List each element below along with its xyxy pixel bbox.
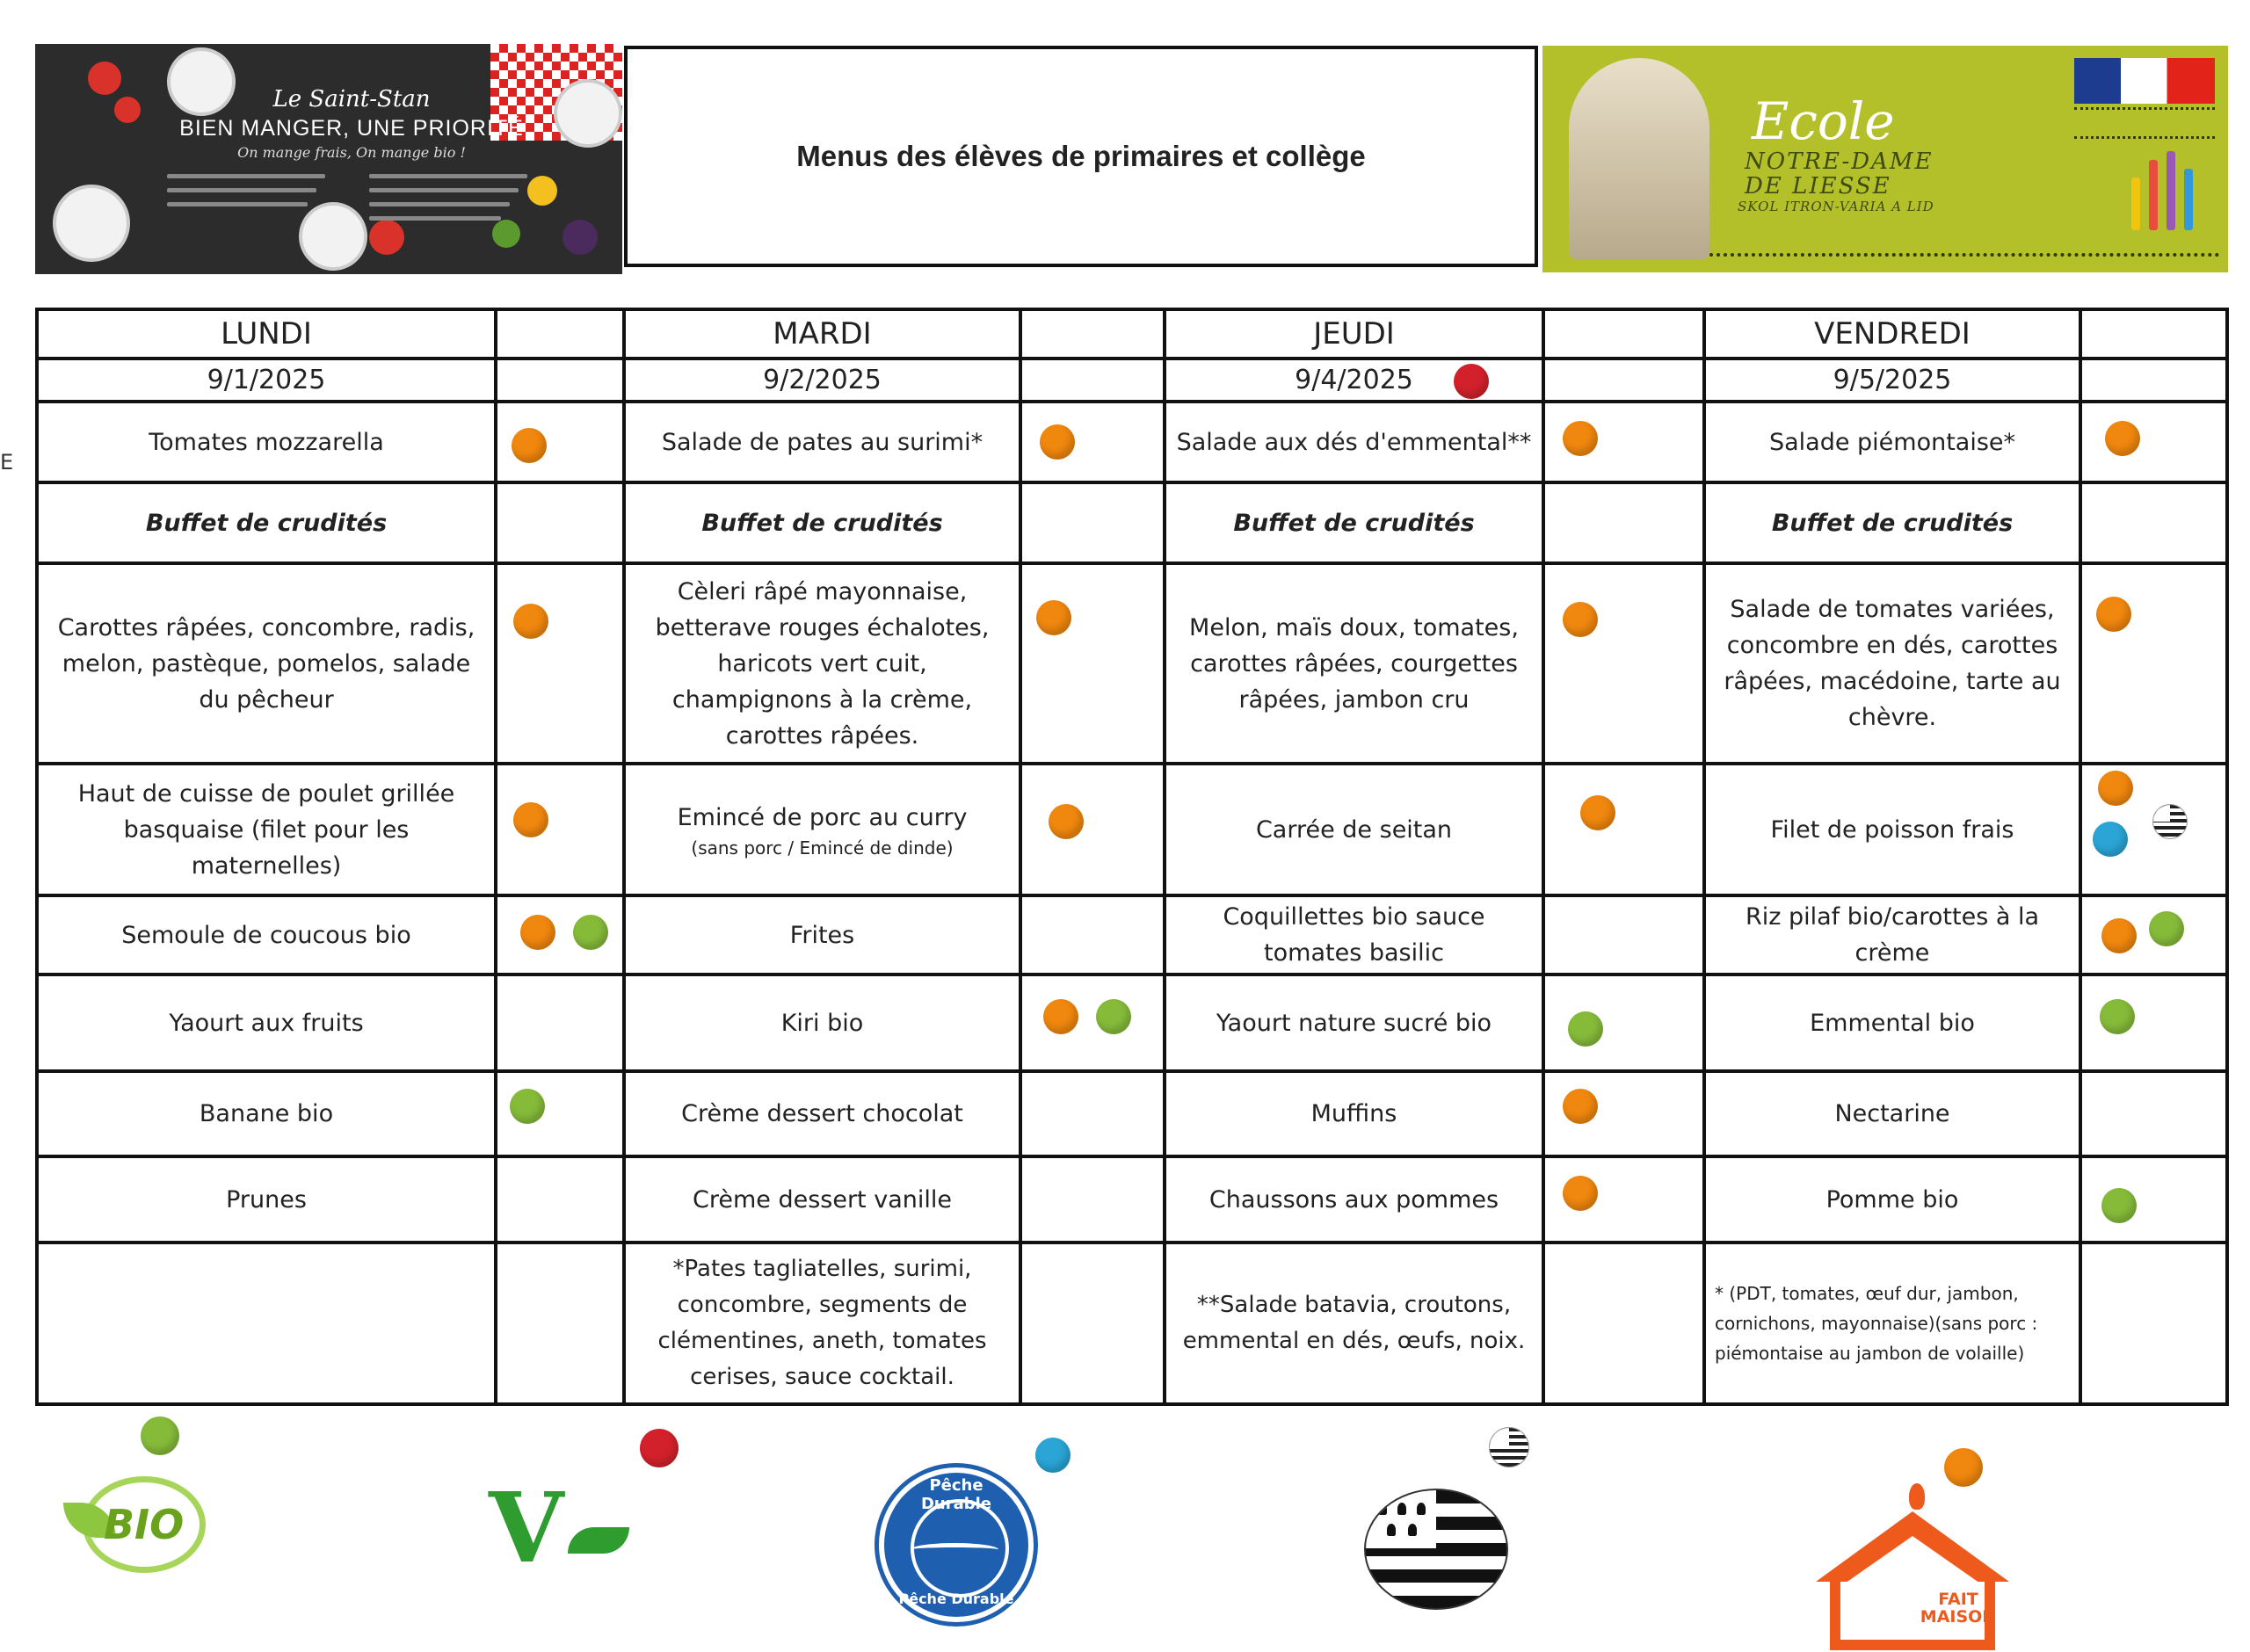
icon-cell: [496, 895, 624, 975]
icon-cell: [2080, 359, 2227, 402]
saint-stan-banner: [35, 44, 622, 274]
menu-row-accompagnement: [37, 895, 2227, 975]
menu-row-crudites: [37, 563, 2227, 764]
breton-flag-icon: [2152, 804, 2188, 839]
menu-cell: Frites: [624, 895, 1020, 975]
menu-cell: Kiri bio: [624, 975, 1020, 1071]
bio-dot-icon: [573, 915, 608, 950]
plate-icon: [554, 79, 622, 148]
footnote-jeudi: **Salade batavia, croutons, emmental en dés, œufs, noix.: [1165, 1243, 1543, 1404]
menu-cell: Banane bio: [37, 1071, 496, 1156]
icon-cell: [1020, 975, 1165, 1071]
icon-cell: [1020, 1243, 1165, 1404]
icon-cell: [1543, 1156, 1704, 1243]
menu-cell: Yaourt nature sucré bio: [1165, 975, 1543, 1071]
page-title: Menus des élèves de primaires et collège: [796, 140, 1366, 172]
icon-cell: [496, 563, 624, 764]
tomato-icon: [114, 97, 141, 123]
banner-slogan: BIEN MANGER, UNE PRIORITÉ: [179, 116, 524, 141]
menu-cell: Coquillettes bio sauce tomates basilic: [1165, 895, 1543, 975]
icon-cell: [1020, 1071, 1165, 1156]
date-jeudi-text: 9/4/2025: [1295, 365, 1413, 395]
menu-cell: [37, 1243, 496, 1404]
menu-row-plat: [37, 764, 2227, 895]
footnote-vendredi: * (PDT, tomates, œuf dur, jambon, cornichons, mayonnaise)(sans porc : piémontaise au jambon de volaille): [1704, 1243, 2080, 1404]
icon-cell: [2080, 975, 2227, 1071]
menu-row-laitage: [37, 975, 2227, 1071]
icon-cell: [1543, 563, 1704, 764]
menu-cell: Buffet de crudités: [624, 482, 1020, 563]
marianne-logo: [2074, 58, 2215, 104]
eggplant-icon: [562, 220, 598, 255]
bio-logo-icon: [63, 1476, 230, 1590]
legend-breton-mini-icon: [1489, 1427, 1529, 1467]
menu-cell: Cèleri râpé mayonnaise, betterave rouges échalotes, haricots vert cuit, champignons à la crème, carottes râpées.: [624, 563, 1020, 764]
menu-cell: Melon, maïs doux, tomates, carottes râpées, courgettes râpées, jambon cru: [1165, 563, 1543, 764]
bio-dot-icon: [1096, 999, 1131, 1034]
day-vendredi: VENDREDI: [1704, 309, 2080, 359]
banner-brand: Le Saint-Stan: [272, 86, 431, 112]
icon-cell: [496, 764, 624, 895]
menu-cell: Carottes râpées, concombre, radis, melon, pastèque, pomelos, salade du pêcheur: [37, 563, 496, 764]
date-row: [37, 359, 2227, 402]
breton-flag-logo-icon: [1364, 1489, 1505, 1612]
ermine-icon: [1408, 1524, 1417, 1536]
icon-cell: [2080, 563, 2227, 764]
menu-cell: Riz pilaf bio/carottes à la crème: [1704, 895, 2080, 975]
date-jeudi: [1165, 359, 1543, 402]
menu-cell: Salade de pates au surimi*: [624, 402, 1020, 482]
chalk-line: [167, 188, 316, 192]
logo-bar: [2184, 169, 2193, 230]
plate-icon: [299, 202, 367, 271]
ermine-icon: [1397, 1503, 1406, 1515]
menu-cell: Pomme bio: [1704, 1156, 2080, 1243]
vegetarian-dot-icon: [1454, 364, 1489, 399]
veg-v: V: [489, 1471, 564, 1584]
school-address: [1709, 253, 2219, 261]
banner-tagline: On mange frais, On mange bio !: [237, 144, 466, 161]
menu-cell: Yaourt aux fruits: [37, 975, 496, 1071]
peche-durable-dot-icon: [2093, 822, 2128, 857]
icon-cell: [2080, 482, 2227, 563]
icon-cell: [2080, 895, 2227, 975]
fait-maison-dot-icon: [1040, 424, 1075, 460]
fait-maison-dot-icon: [1563, 1089, 1598, 1124]
menu-cell: Muffins: [1165, 1071, 1543, 1156]
fait-maison-dot-icon: [512, 428, 547, 463]
fait-maison-dot-icon: [513, 604, 548, 639]
icon-cell: [1020, 563, 1165, 764]
menu-cell: Salade piémontaise*: [1704, 402, 2080, 482]
chalk-line: [167, 174, 325, 178]
icon-cell: [2080, 1156, 2227, 1243]
day-lundi: LUNDI: [37, 309, 496, 359]
plate-icon: [53, 185, 130, 262]
fait-maison-dot-icon: [2096, 597, 2131, 632]
menu-cell: Salade de tomates variées, concombre en dés, carottes râpées, macédoine, tarte au chèvre.: [1704, 563, 2080, 764]
icon-cell: [1543, 1071, 1704, 1156]
edge-mark: E: [0, 450, 14, 475]
pepper-icon: [492, 220, 520, 248]
icon-cell: [496, 402, 624, 482]
fait-maison-dot-icon: [1036, 600, 1071, 635]
title-box: [624, 46, 1538, 267]
fait-maison-label: FAIT MAISON: [1920, 1590, 1997, 1627]
icon-cell: [2080, 1243, 2227, 1404]
school-ecole: Ecole: [1752, 91, 1895, 151]
fait-maison-logo-icon: [1798, 1476, 2027, 1652]
statue-image: [1569, 58, 1709, 260]
menu-cell: Crème dessert vanille: [624, 1156, 1020, 1243]
icon-cell: [1543, 1243, 1704, 1404]
menu-cell: Buffet de crudités: [1704, 482, 2080, 563]
fait-maison-dot-icon: [513, 802, 548, 837]
menu-cell: [624, 764, 1020, 895]
school-banner: [1542, 46, 2228, 272]
date-mardi: 9/2/2025: [624, 359, 1020, 402]
icon-cell: [496, 1071, 624, 1156]
fait-maison-dot-icon: [1049, 804, 1084, 839]
chalk-line: [369, 202, 510, 206]
logo-bar: [2167, 151, 2175, 230]
menu-cell: Emmental bio: [1704, 975, 2080, 1071]
chalk-line: [369, 188, 519, 192]
day-jeudi: JEUDI: [1165, 309, 1543, 359]
icon-cell: [1543, 895, 1704, 975]
logo-bar: [2131, 178, 2140, 230]
icon-cell: [1020, 895, 1165, 975]
icon-cell: [2080, 402, 2227, 482]
bio-dot-icon: [2149, 911, 2184, 946]
bio-dot-icon: [2101, 1188, 2137, 1223]
menu-row-notes: [37, 1243, 2227, 1404]
peche-wave: [911, 1543, 998, 1556]
chalk-line: [167, 202, 308, 206]
menu-row-dessert: [37, 1071, 2227, 1156]
legend-vegetarian-dot-icon: [640, 1429, 679, 1467]
flame-icon: [1909, 1483, 1925, 1510]
ermine-icon: [1417, 1503, 1426, 1515]
fait-maison-dot-icon: [1563, 421, 1598, 456]
menu-cell: Chaussons aux pommes: [1165, 1156, 1543, 1243]
bio-dot-icon: [1568, 1011, 1603, 1047]
peche-durable-logo-icon: [879, 1467, 1037, 1626]
menu-row-entree: [37, 402, 2227, 482]
menu-cell: Crème dessert chocolat: [624, 1071, 1020, 1156]
legend-bio-dot-icon: [141, 1417, 179, 1455]
menu-cell: Tomates mozzarella: [37, 402, 496, 482]
school-name: [1745, 149, 1933, 199]
vegetarian-logo-icon: [489, 1471, 656, 1590]
menu-cell: Semoule de coucous bio: [37, 895, 496, 975]
menu-cell: Nectarine: [1704, 1071, 2080, 1156]
icon-cell: [1543, 309, 1704, 359]
peche-label-top: Pêche Durable: [920, 1476, 992, 1513]
menu-cell-subnote: (sans porc / Emincé de dinde): [691, 837, 954, 859]
ermine-icon: [1387, 1524, 1396, 1536]
fait-maison-dot-icon: [1043, 999, 1078, 1034]
fait-maison-dot-icon: [2101, 918, 2137, 953]
icon-cell: [496, 975, 624, 1071]
menu-cell-main: Emincé de porc au curry: [677, 803, 968, 831]
icon-cell: [2080, 309, 2227, 359]
legend-peche-dot-icon: [1035, 1438, 1071, 1473]
menu-cell: Haut de cuisse de poulet grillée basquaise (filet pour les maternelles): [37, 764, 496, 895]
breton-circle: [1364, 1489, 1508, 1610]
date-vendredi: 9/5/2025: [1704, 359, 2080, 402]
logo-bar: [2149, 160, 2158, 230]
menu-row-dessert: [37, 1156, 2227, 1243]
icon-cell: [2080, 1071, 2227, 1156]
tomato-icon: [369, 220, 404, 255]
menu-cell: Buffet de crudités: [1165, 482, 1543, 563]
menu-cell: Salade aux dés d'emmental**: [1165, 402, 1543, 482]
icon-cell: [1020, 482, 1165, 563]
fait-maison-dot-icon: [520, 915, 555, 950]
menu-cell: Filet de poisson frais: [1704, 764, 2080, 895]
icon-cell: [1020, 764, 1165, 895]
day-mardi: MARDI: [624, 309, 1020, 359]
icon-cell: [1543, 359, 1704, 402]
peche-label-bottom: Pêche Durable: [898, 1590, 1014, 1607]
school-name-line2: DE LIESSE: [1745, 173, 1891, 199]
school-name-line1: NOTRE-DAME: [1745, 149, 1934, 175]
roof-inner: [1842, 1536, 1983, 1585]
fait-maison-dot-icon: [2105, 421, 2140, 456]
bio-dot-icon: [510, 1089, 545, 1124]
fait-maison-dot-icon: [1563, 1176, 1598, 1211]
school-breton-name: SKOL ITRON-VARIA A LID: [1738, 199, 1934, 214]
icon-cell: [496, 309, 624, 359]
chalk-line: [369, 216, 501, 221]
fait-maison-dot-icon: [1563, 602, 1598, 637]
pepper-icon: [527, 176, 557, 206]
icon-cell: [1543, 764, 1704, 895]
bio-dot-icon: [2100, 999, 2135, 1034]
icon-cell: [1020, 1156, 1165, 1243]
chalk-line: [369, 174, 527, 178]
icon-cell: [2080, 764, 2227, 895]
menu-cell: Carrée de seitan: [1165, 764, 1543, 895]
breton-canton: [1366, 1490, 1436, 1548]
icon-cell: [496, 1243, 624, 1404]
icon-cell: [1543, 402, 1704, 482]
icon-cell: [1020, 309, 1165, 359]
icon-cell: [496, 359, 624, 402]
veg-leaf: [568, 1527, 629, 1554]
icon-cell: [496, 1156, 624, 1243]
menu-cell: Buffet de crudités: [37, 482, 496, 563]
icon-cell: [496, 482, 624, 563]
icon-cell: [1543, 482, 1704, 563]
day-header-row: [37, 309, 2227, 359]
menu-table: [35, 308, 2229, 1406]
icon-cell: [1020, 402, 1165, 482]
tomato-icon: [88, 62, 121, 95]
icon-cell: [1020, 359, 1165, 402]
fait-maison-dot-icon: [2098, 771, 2133, 806]
menu-cell: Prunes: [37, 1156, 496, 1243]
icon-cell: [1543, 975, 1704, 1071]
republique-text: [2074, 107, 2215, 139]
ermine-icon: [1378, 1503, 1387, 1515]
footnote-mardi: *Pates tagliatelles, surimi, concombre, segments de clémentines, aneth, tomates cerises, sauce cocktail.: [624, 1243, 1020, 1404]
menu-row-buffet: [37, 482, 2227, 563]
date-lundi: 9/1/2025: [37, 359, 496, 402]
bio-label: BIO: [104, 1501, 185, 1548]
fait-maison-dot-icon: [1580, 795, 1615, 830]
